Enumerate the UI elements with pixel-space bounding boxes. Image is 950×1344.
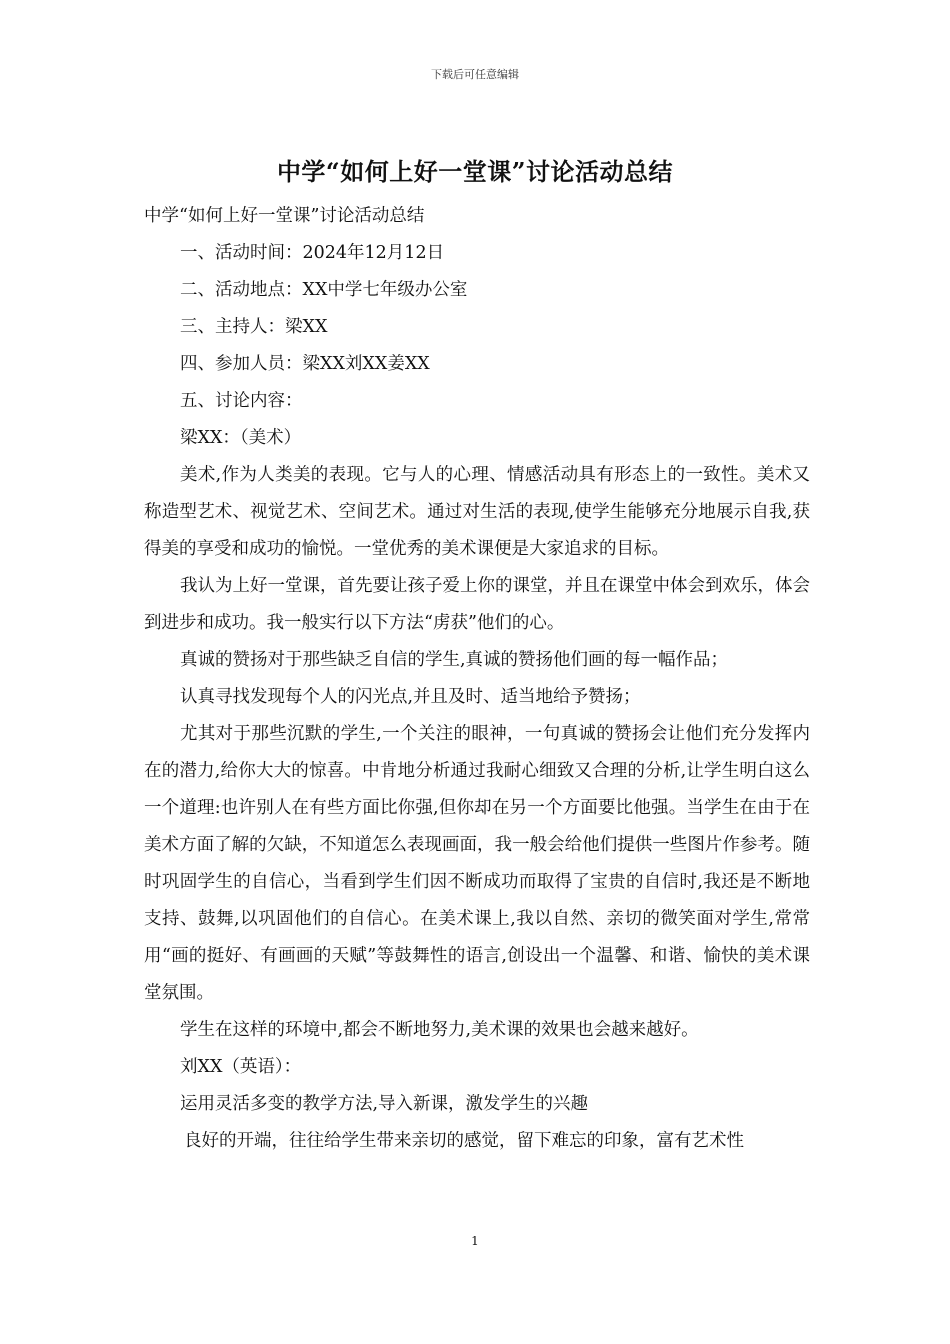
paragraph-praise: 真诚的赞扬对于那些缺乏自信的学生,真诚的赞扬他们画的每一幅作品； bbox=[180, 650, 729, 670]
paragraph-discussion-heading: 五、讨论内容： bbox=[180, 391, 303, 411]
paragraph-quiet-students: 尤其对于那些沉默的学生,一个关注的眼神，一句真诚的赞扬会让他们充分发挥内在的潜力,给你大大的惊喜。中肯地分析通过我耐心细致又合理的分析,让学生明白这么一个道理:也许别人在有些方面比你强,但你却在另一个方面要比他强。当学生在由于在美术方面了解的欠缺，不知道怎么表现画面，我一般会给他们提供一些图片作参考。随时巩固学生的自信心，当看到学生们因不断成功而取得了宝贵的自信时,我还是不断地支持、鼓舞,以巩固他们的自信心。在美术课上,我以自然、亲切的微笑面对学生,常常用“画的挺好、有画画的天赋”等鼓舞性的语言,创设出一个温馨、和谐、愉快的美术课堂氛围。 bbox=[144, 724, 810, 1003]
paragraph-subtitle: 中学“如何上好一堂课”讨论活动总结 bbox=[144, 206, 425, 226]
paragraph-highlight: 认真寻找发现每个人的闪光点,并且及时、适当地给予赞扬； bbox=[180, 687, 641, 707]
paragraph-speaker-art: 梁XX：（美术） bbox=[180, 428, 302, 448]
paragraph-speaker-english: 刘XX（英语）： bbox=[180, 1057, 302, 1077]
paragraph-art-intro: 美术,作为人类美的表现。它与人的心理、情感活动具有形态上的一致性。美术又称造型艺术、视觉艺术、空间艺术。通过对生活的表现,使学生能够充分地展示自我,获得美的享受和成功的愉悦。一堂优秀的美术课便是大家追求的目标。 bbox=[144, 465, 810, 559]
document-body bbox=[144, 198, 810, 1160]
document-title: 中学“如何上好一堂课”讨论活动总结 bbox=[276, 157, 674, 186]
paragraph-environment: 学生在这样的环境中,都会不断地努力,美术课的效果也会越来越好。 bbox=[180, 1020, 699, 1040]
paragraph-english-method: 运用灵活多变的教学方法,导入新课，激发学生的兴趣 bbox=[180, 1094, 589, 1114]
paragraph-host: 三、主持人：梁XX bbox=[180, 317, 328, 337]
page-number: 1 bbox=[471, 1234, 479, 1248]
paragraph-participants: 四、参加人员：梁XX刘XX姜XX bbox=[180, 354, 430, 374]
paragraph-activity-location: 二、活动地点：XX中学七年级办公室 bbox=[180, 280, 468, 300]
paragraph-art-method: 我认为上好一堂课，首先要让孩子爱上你的课堂，并且在课堂中体会到欢乐，体会到进步和成功。我一般实行以下方法“虏获”他们的心。 bbox=[144, 576, 810, 633]
paragraph-activity-time: 一、活动时间：2024年12月12日 bbox=[180, 243, 445, 263]
paragraph-good-start: 良好的开端，往往给学生带来亲切的感觉，留下难忘的印象，富有艺术性 bbox=[184, 1131, 744, 1151]
header-note: 下载后可任意编辑 bbox=[431, 68, 519, 81]
